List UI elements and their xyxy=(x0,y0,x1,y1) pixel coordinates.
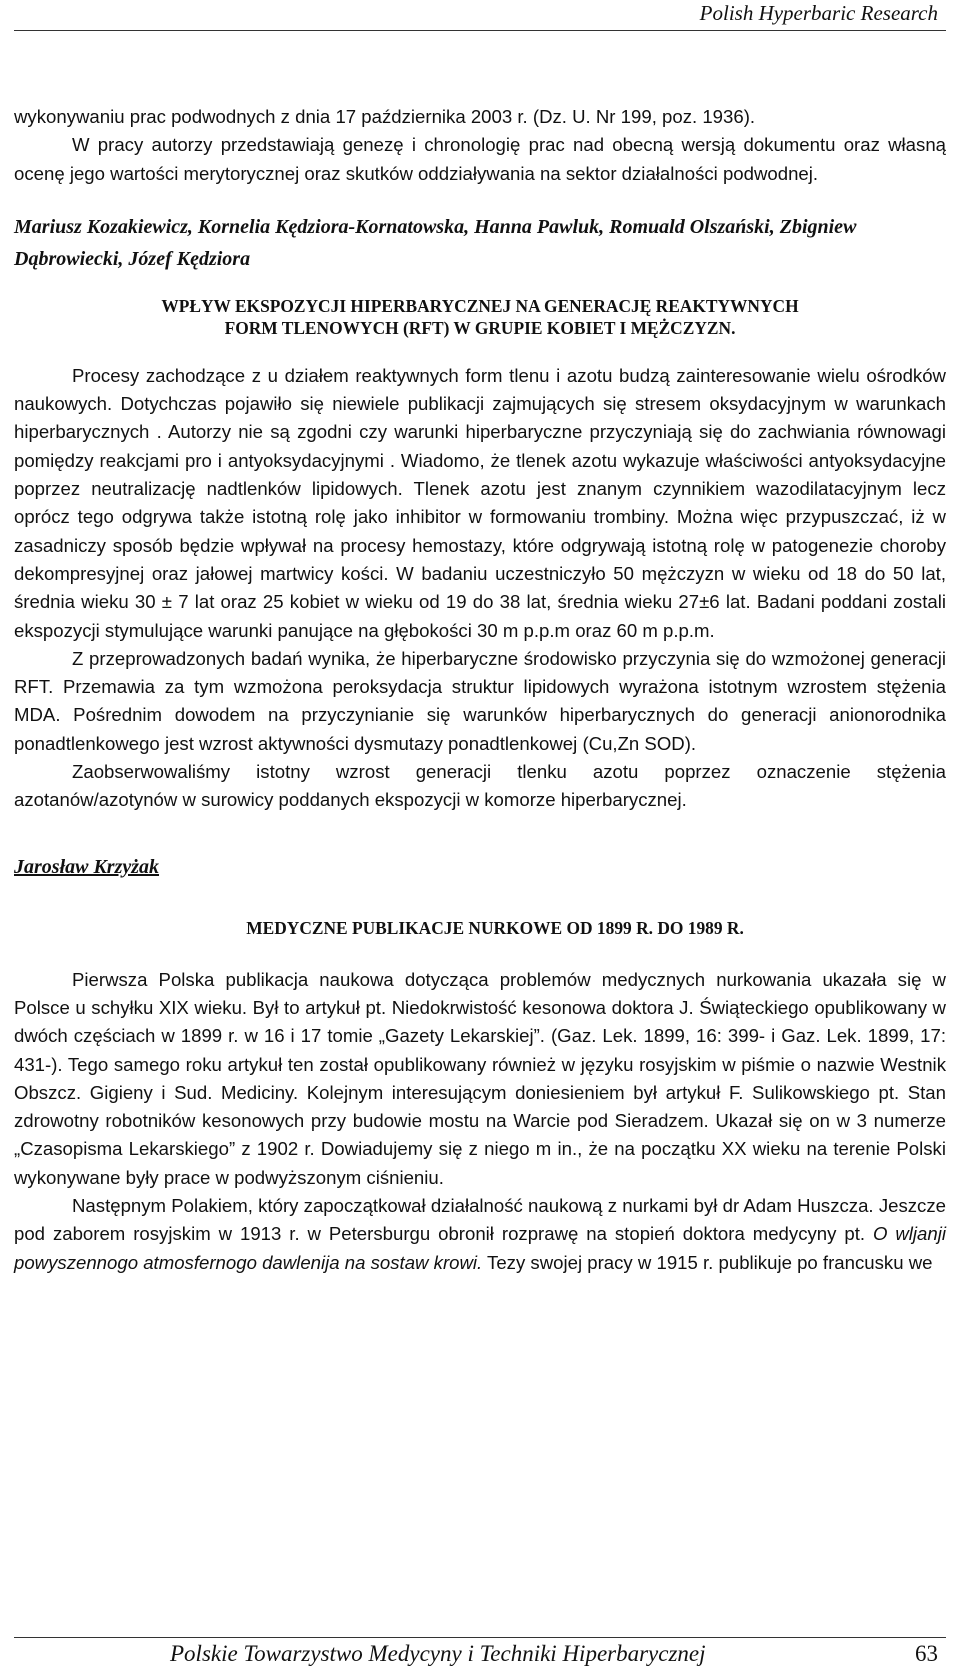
article2-title-line-1: WPŁYW EKSPOZYCJI HIPERBARYCZNEJ NA GENERACJĘ REAKTYWNYCH xyxy=(161,295,799,316)
journal-title: Polish Hyperbaric Research xyxy=(699,1,938,25)
article1-paragraph-2: W pracy autorzy przedstawiają genezę i chronologię prac nad obecną wersją dokumentu oraz własną ocenę jego wartości merytorycznej oraz skutków oddziaływania na sektor działalności podwodnej. xyxy=(14,134,946,184)
article3-paragraph-2-end: Tezy swojej pracy w 1915 r. publikuje po francusku we xyxy=(482,1251,933,1273)
article2-paragraph-2: Z przeprowadzonych badań wynika, że hiperbaryczne środowisko przyczynia się do wzmożonej generacji RFT. Przemawia za tym wzmożona peroksydacja struktur lipidowych wyrażona istotnym wzrostem stężenia MDA. Pośrednim dowodem na przyczynianie się warunków hiperbarycznych do generacji anionorodnika ponadtlenkowego jest wzrost aktywności dysmutazy ponadtlenkowej (Cu,Zn SOD). xyxy=(14,647,946,754)
article2-title-line-2: FORM TLENOWYCH (RFT) W GRUPIE KOBIET I MĘŻCZYZN. xyxy=(224,317,736,338)
article3-title: MEDYCZNE PUBLIKACJE NURKOWE OD 1899 R. DO 1989 R. xyxy=(246,917,744,938)
article2-authors: Mariusz Kozakiewicz, Kornelia Kędziora-Kornatowska, Hanna Pawluk, Romuald Olszański, Zbigniew Dąbrowiecki, Józef Kędziora xyxy=(14,215,857,270)
article3-paragraph-2-start: Następnym Polakiem, który zapoczątkował działalność naukową z nurkami był dr Adam Huszcza. Jeszcze pod zaborem rosyjskim w 1913 r. w Petersburgu obronił rozprawę na stopień doktora medycyny pt. xyxy=(14,1195,946,1245)
page-footer xyxy=(14,1637,946,1672)
article2-paragraph-1: Procesy zachodzące z u działem reaktywnych form tlenu i azotu budzą zainteresowanie wielu ośrodków naukowych. Dotychczas pojawiło się niewiele publikacji zajmujących się stresem oksydacyjnym w warunkach hiperbarycznych . Autorzy nie są zgodni czy warunki hiperbaryczne przyczyniają się do zachwiania równowagi pomiędzy reakcjami pro i antyoksydacyjnymi . Wiadomo, że tlenek azotu wykazuje właściwości antyoksydacyjne poprzez neutralizację nadtlenków lipidowych. Tlenek azotu jest znanym czynnikiem wazodilatacyjnym lecz oprócz tego odgrywa także istotną rolę jako inhibitor w formowaniu trombiny. Można więc przypuszczać, iż w zasadniczy sposób będzie wpływał na procesy hemostazy, które odgrywają istotną rolę w patogenezie choroby dekompresyjnej oraz jałowej martwicy kości. W badaniu uczestniczyło 50 mężczyzn w wieku od 18 do 50 lat, średnia wieku 30 ± 7 lat oraz 25 kobiet w wieku od 19 do 38 lat, średnia wieku 27±6 lat. Badani poddani zostali ekspozycji stymulujące warunki panujące na głębokości 30 m p.p.m oraz 60 m p.p.m. xyxy=(14,364,946,641)
society-name: Polskie Towarzystwo Medycyny i Techniki Hiperbarycznej xyxy=(170,1641,706,1666)
article1-paragraph-1: wykonywaniu prac podwodnych z dnia 17 października 2003 r. (Dz. U. Nr 199, poz. 1936). xyxy=(14,106,756,127)
page-number: 63 xyxy=(915,1641,938,1666)
article3-paragraph-2 xyxy=(14,1192,946,1277)
article2-title xyxy=(14,295,946,339)
article2-paragraph-3: Zaobserwowaliśmy istotny wzrost generacji tlenku azotu poprzez oznaczenie stężenia azotanów/azotynów w surowicy poddanych ekspozycji w komorze hiperbarycznej. xyxy=(14,761,946,811)
article3-paragraph-1: Pierwsza Polska publikacja naukowa dotycząca problemów medycznych nurkowania ukazała się w Polsce u schyłku XIX wieku. Był to artykuł pt. Niedokrwistość kesonowa doktora J. Świąteckiego opublikowany w dwóch częściach w 1899 r. w 16 i 17 tomie „Gazety Lekarskiej”. (Gaz. Lek. 1899, 16: 399- i Gaz. Lek. 1899, 17: 431-). Tego samego roku artykuł ten został opublikowany również w języku rosyjskim w piśmie o nazwie Westnik Obszcz. Gigieny i Sud. Mediciny. Kolejnym interesującym doniesieniem był artykuł F. Sulikowskiego pt. Stan zdrowotny robotników kesonowych przy budowie mostu na Warcie pod Sieradzem. Ukazał się on w 3 numerze „Czasopisma Lekarskiego” z 1902 r. Dowiadujemy się z niego m in., że na początku XX wieku na terenie Polski wykonywane były prace w podwyższonym ciśnieniu. xyxy=(14,968,946,1188)
dissertation-title: O wljanji powyszennogo atmosfernogo dawlenija na sostaw krowi. xyxy=(14,1223,946,1273)
page-body xyxy=(14,103,946,1277)
page-header xyxy=(14,0,946,31)
article3-author: Jarosław Krzyżak xyxy=(14,855,160,878)
